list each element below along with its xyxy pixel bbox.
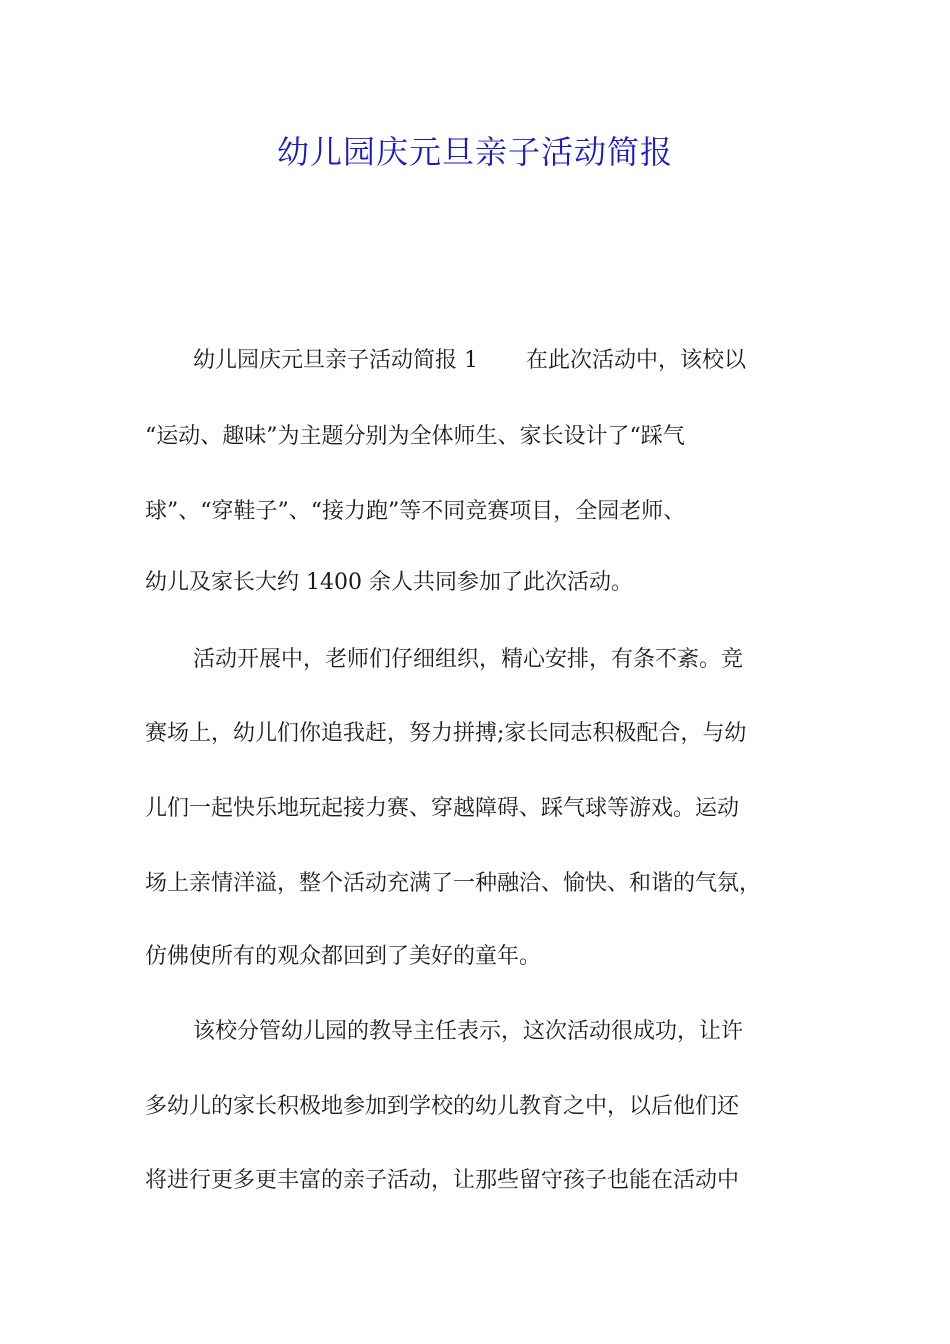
paragraph-line: “运动、趣味”为主题分别为全体师生、家长设计了“踩气 [145,424,685,449]
paragraph-line: 将进行更多更丰富的亲子活动，让那些留守孩子也能在活动中 [145,1168,740,1193]
paragraph-line: 赛场上，幼儿们你追我赶，努力拼搏;家长同志积极配合，与幼 [145,721,747,746]
paragraph-line: 仿佛使所有的观众都回到了美好的童年。 [145,944,542,969]
paragraph-line: 儿们一起快乐地玩起接力赛、穿越障碍、踩气球等游戏。运动 [145,796,740,821]
paragraph-line: 活动开展中，老师们仔细组织，精心安排，有条不紊。竞 [193,647,744,672]
paragraph-line: 多幼儿的家长积极地参加到学校的幼儿教育之中，以后他们还 [145,1094,740,1119]
paragraph-text: 在此次活动中，该校以 [526,348,747,373]
paragraph-line: 场上亲情洋溢，整个活动充满了一种融洽、愉快、和谐的气氛， [145,871,762,896]
paragraph-line: 球”、“穿鞋子”、“接力跑”等不同竞赛项目，全园老师、 [145,499,686,524]
paragraph-line: 该校分管幼儿园的教导主任表示，这次活动很成功，让许 [193,1019,744,1044]
paragraph-line [193,343,746,379]
document-title: 幼儿园庆元旦亲子活动简报 [276,133,673,171]
subtitle-label: 幼儿园庆元旦亲子活动简报 1 [193,348,478,373]
paragraph-line: 幼儿及家长大约 1400 余人共同参加了此次活动。 [145,570,633,595]
